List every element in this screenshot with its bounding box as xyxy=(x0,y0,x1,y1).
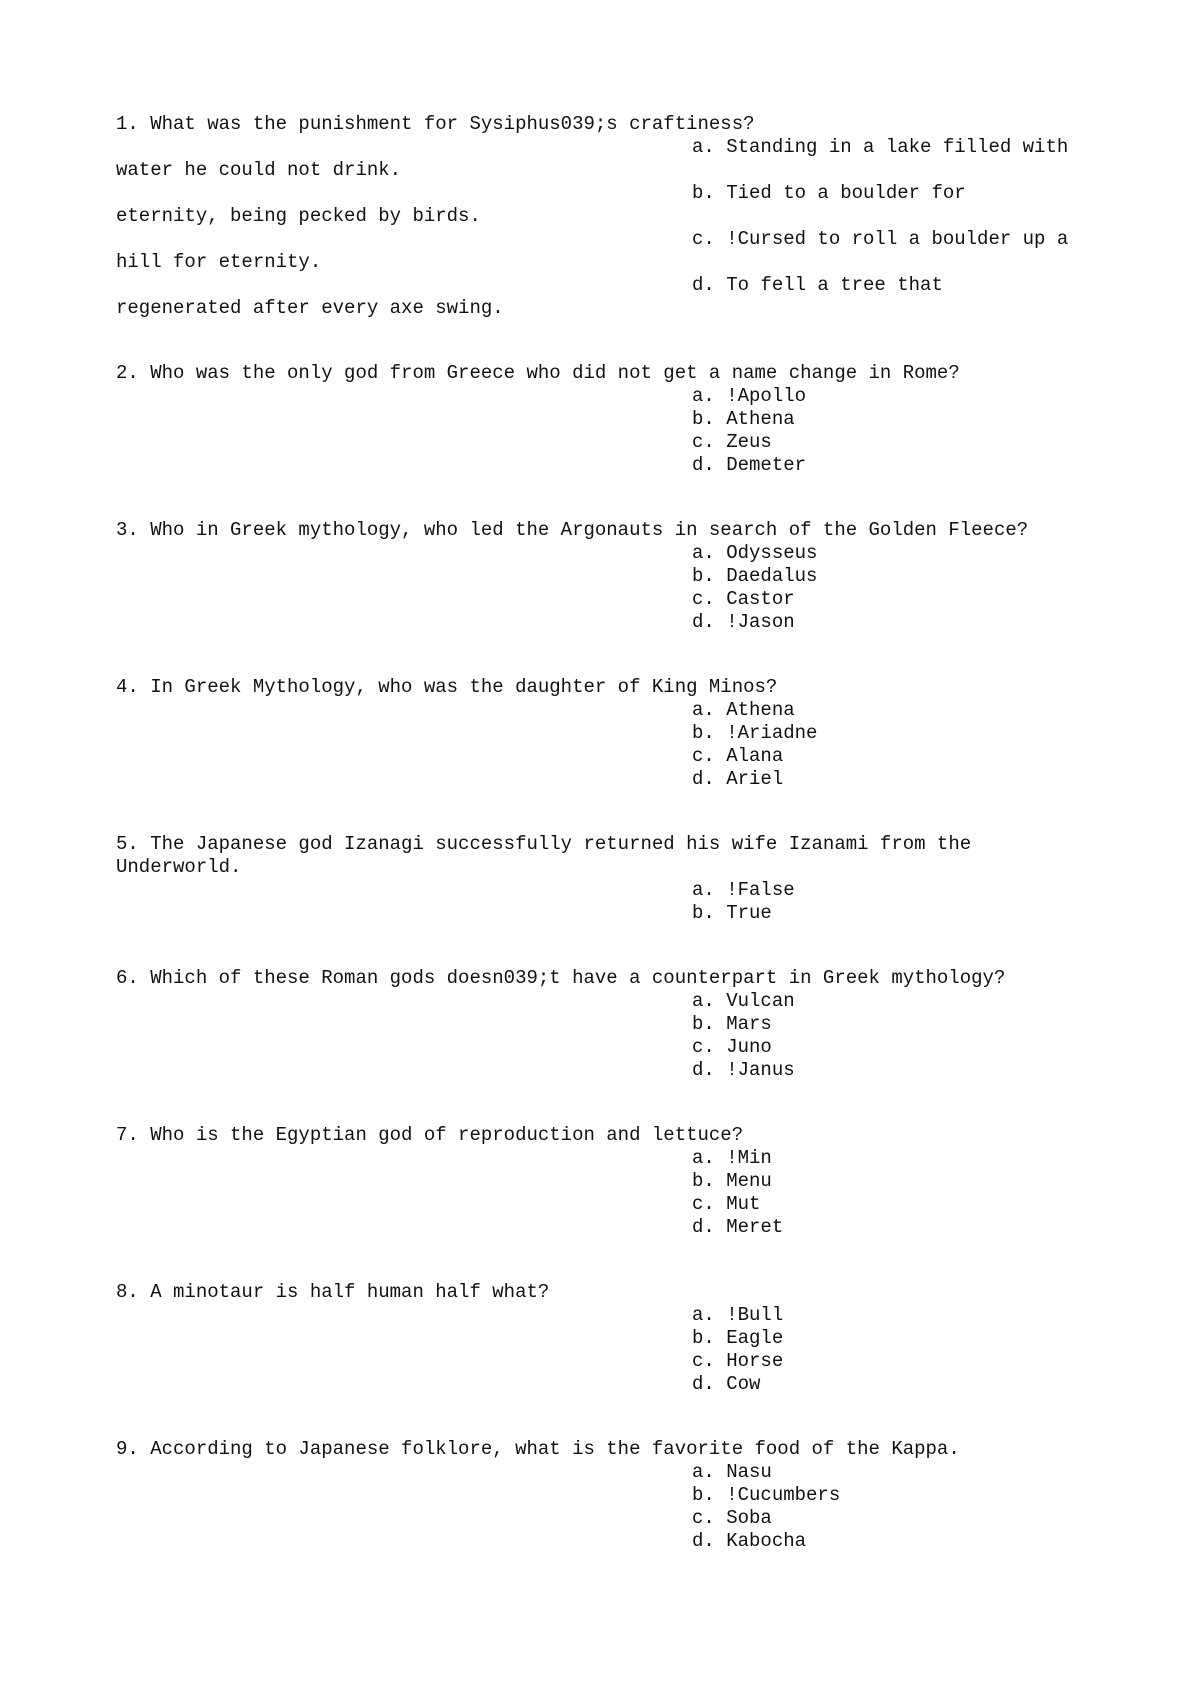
question-block xyxy=(116,362,1126,477)
question-text: 3. Who in Greek mythology, who led the Argonauts in search of the Golden Fleece? xyxy=(116,519,1029,541)
question-text: 2. Who was the only god from Greece who did not get a name change in Rome? xyxy=(116,362,960,384)
answer-option: a. !False xyxy=(692,879,795,901)
answer-option: d. Meret xyxy=(692,1216,784,1238)
quiz-document xyxy=(116,113,1126,1553)
answer-option: a. Standing in a lake filled with xyxy=(692,136,1069,158)
answer-option: d. !Janus xyxy=(692,1059,795,1081)
question-block xyxy=(116,519,1126,634)
question-text: 1. What was the punishment for Sysiphus039;s craftiness? xyxy=(116,113,755,135)
answer-option: a. Odysseus xyxy=(692,542,818,564)
answer-option: b. True xyxy=(692,902,772,924)
answer-option-continued: regenerated after every axe swing. xyxy=(116,297,504,319)
question-text: 5. The Japanese god Izanagi successfully returned his wife Izanami from the xyxy=(116,833,972,855)
answer-option: a. Nasu xyxy=(692,1461,772,1483)
answer-option: c. Alana xyxy=(692,745,784,767)
answer-option: a. Athena xyxy=(692,699,795,721)
question-block xyxy=(116,1124,1126,1239)
answer-option: c. Juno xyxy=(692,1036,772,1058)
answer-option: c. Soba xyxy=(692,1507,772,1529)
answer-option: c. Zeus xyxy=(692,431,772,453)
answer-option: c. Mut xyxy=(692,1193,761,1215)
question-block xyxy=(116,967,1126,1082)
question-text: 8. A minotaur is half human half what? xyxy=(116,1281,550,1303)
answer-option-continued: eternity, being pecked by birds. xyxy=(116,205,481,227)
answer-option: b. Eagle xyxy=(692,1327,784,1349)
answer-option: c. Horse xyxy=(692,1350,784,1372)
question-block xyxy=(116,833,1126,925)
question-text: 7. Who is the Egyptian god of reproduction and lettuce? xyxy=(116,1124,744,1146)
answer-option: d. Ariel xyxy=(692,768,784,790)
answer-option: d. To fell a tree that xyxy=(692,274,943,296)
answer-option: a. Vulcan xyxy=(692,990,795,1012)
answer-option: b. Mars xyxy=(692,1013,772,1035)
answer-option: a. !Apollo xyxy=(692,385,807,407)
answer-option: c. !Cursed to roll a boulder up a xyxy=(692,228,1069,250)
question-text: 9. According to Japanese folklore, what is the favorite food of the Kappa. xyxy=(116,1438,960,1460)
question-block xyxy=(116,676,1126,791)
answer-option: d. Cow xyxy=(692,1373,761,1395)
answer-option: d. Kabocha xyxy=(692,1530,807,1552)
question-block xyxy=(116,1438,1126,1553)
answer-option: b. Tied to a boulder for xyxy=(692,182,966,204)
answer-option-continued: hill for eternity. xyxy=(116,251,322,273)
answer-option: b. Athena xyxy=(692,408,795,430)
question-text: 4. In Greek Mythology, who was the daughter of King Minos? xyxy=(116,676,778,698)
answer-option: d. !Jason xyxy=(692,611,795,633)
answer-option: a. !Bull xyxy=(692,1304,784,1326)
answer-option: d. Demeter xyxy=(692,454,807,476)
question-block xyxy=(116,113,1126,320)
answer-option: a. !Min xyxy=(692,1147,772,1169)
answer-option: c. Castor xyxy=(692,588,795,610)
answer-option-continued: water he could not drink. xyxy=(116,159,402,181)
answer-option: b. !Cucumbers xyxy=(692,1484,841,1506)
answer-option: b. Daedalus xyxy=(692,565,818,587)
answer-option: b. Menu xyxy=(692,1170,772,1192)
question-text-continued: Underworld. xyxy=(116,856,242,878)
question-block xyxy=(116,1281,1126,1396)
answer-option: b. !Ariadne xyxy=(692,722,818,744)
question-text: 6. Which of these Roman gods doesn039;t have a counterpart in Greek mythology? xyxy=(116,967,1006,989)
